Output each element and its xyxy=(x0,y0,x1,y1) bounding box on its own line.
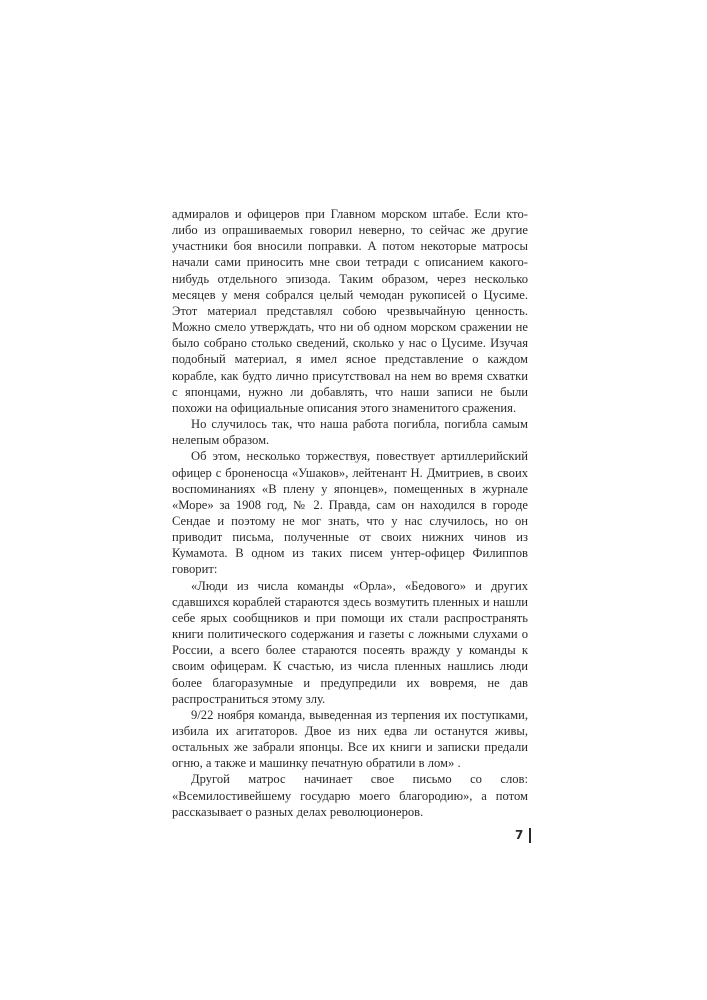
paragraph-1: адмиралов и офицеров при Главном морском штабе. Если кто-либо из опрашиваемых говорил неверно, то сейчас же другие участники боя вносили поправки. А потом некоторые матросы начали сами приносить мне свои тетради с описанием какого-нибудь отдельного эпизода. Таким образом, через несколько месяцев у меня собрался целый чемодан рукописей о Цусиме. Этот материал представлял собою чрезвычайную ценность. Можно смело утверждать, что ни об одном морском сражении не было собрано столько сведений, сколько у нас о Цусиме. Изучая подобный материал, я имел ясное представление о каждом корабле, как будто лично присутствовал на нем во время схватки с японцами, нужно ли добавлять, что наши записи не были похожи на официальные описания этого знаменитого сражения. xyxy=(172,207,528,415)
body-text xyxy=(172,206,528,820)
paragraph-3: Об этом, несколько торжествуя, повествует артиллерийский офицер с броненосца «Ушаков», лейтенант Н. Дмитриев, в своих воспоминаниях «В плену у японцев», помещенных в журнале «Море» за 1908 год, № 2. Правда, сам он находился в городе Сендае и поэтому не мог знать, что у нас случилось, но он приводит письма, полученные от своих нижних чинов из Кумамота. В одном из таких писем унтер-офицер Филиппов говорит: xyxy=(172,449,528,577)
paragraph-5-quote: 9/22 ноября команда, выведенная из терпения их поступками, избила их агитаторов. Двое из них едва ли останутся живы, остальных же забрали японцы. Все их книги и записки предали огню, а также и машинку печатную обратили в лом» . xyxy=(172,707,528,771)
page-number: 7 xyxy=(515,828,524,842)
paragraph-2: Но случилось так, что наша работа погибла, погибла самым нелепым образом. xyxy=(172,417,528,448)
folio-rule xyxy=(529,828,531,843)
page-folio xyxy=(503,827,531,843)
paragraph-4-quote: «Люди из числа команды «Орла», «Бедового» и других сдавшихся кораблей стараются здесь возмутить пленных и нашли себе ярых сообщников и при помощи их стали распространять книги политического содержания и газеты с ложными слухами о России, а всего более стараются посеять вражду у команды к своим офицерам. К счастью, из числа пленных нашлись люди более благоразумные и предупредили их вовремя, не дав распространиться этому злу. xyxy=(172,578,528,706)
paragraph-6: Другой матрос начинает свое письмо со слов: «Всемилостивейшему государю моего благородию», а потом рассказывает о разных делах революционеров. xyxy=(172,772,528,819)
